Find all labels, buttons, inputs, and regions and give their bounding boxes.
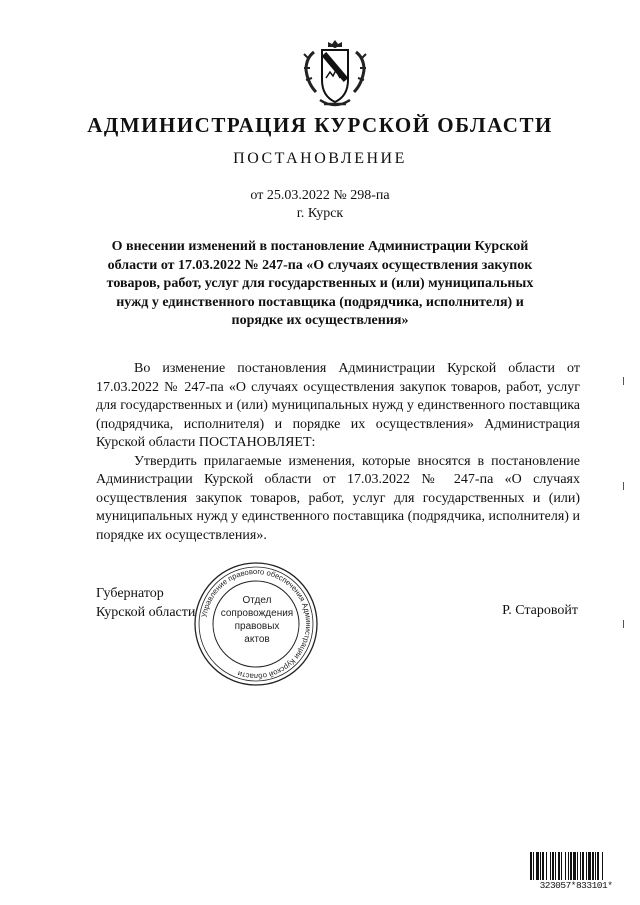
margin-mark	[623, 620, 624, 628]
document-body	[96, 360, 580, 545]
stamp-line-1: Отдел	[242, 595, 272, 606]
document-date-number: от 25.03.2022 № 298-па	[250, 188, 390, 203]
stamp-ring-text: Управление правового обеспечения Администрации Курской области	[199, 566, 314, 682]
stamp-inner-text	[212, 594, 302, 646]
document-title: О внесении изменений в постановление Администрации Курской области от 17.03.2022 № 247-па «О случаях осуществления закупок товаров, работ, услуг для государственных и (или) муниципальных нужд у единственного поставщика (подрядчика, исполнителя) и порядке их осуществления»	[106, 239, 534, 328]
document-type: ПОСТАНОВЛЕНИЕ	[233, 150, 407, 167]
kursk-coat-of-arms-icon	[300, 38, 370, 110]
barcode-number: 323057*833101*	[539, 880, 613, 891]
signatory-position-line1: Губернатор	[96, 586, 164, 601]
margin-mark	[623, 482, 624, 490]
stamp-line-2: сопровождения	[220, 608, 294, 619]
barcode-icon	[530, 852, 622, 880]
document-city: г. Курск	[296, 206, 344, 221]
body-paragraph-2: Утвердить прилагаемые изменения, которые вносятся в постановление Администрации Курской области от 17.03.2022 № 247-па «О случаях осуществления закупок товаров, работ, услуг для государственных и (или) муниципальных нужд у единственного поставщика (подрядчика, исполнителя) и порядке их осуществления».	[96, 453, 580, 543]
signatory-position	[96, 585, 195, 622]
body-paragraph-1: Во изменение постановления Администрации Курской области от 17.03.2022 № 247-па «О случаях осуществления закупок товаров, работ, услуг для государственных и (или) муниципальных нужд у единственного поставщика (подрядчика, исполнителя) и порядке их осуществления» Администрация Курской области ПОСТАНОВЛЯЕТ:	[96, 361, 580, 450]
organization-title: АДМИНИСТРАЦИЯ КУРСКОЙ ОБЛАСТИ	[87, 113, 553, 137]
stamp-line-4: актов	[244, 634, 270, 645]
stamp-line-3: правовых	[234, 621, 280, 632]
margin-mark	[623, 377, 624, 385]
signatory-name: Р. Старовойт	[502, 603, 578, 618]
signatory-position-line2: Курской области	[96, 604, 196, 620]
